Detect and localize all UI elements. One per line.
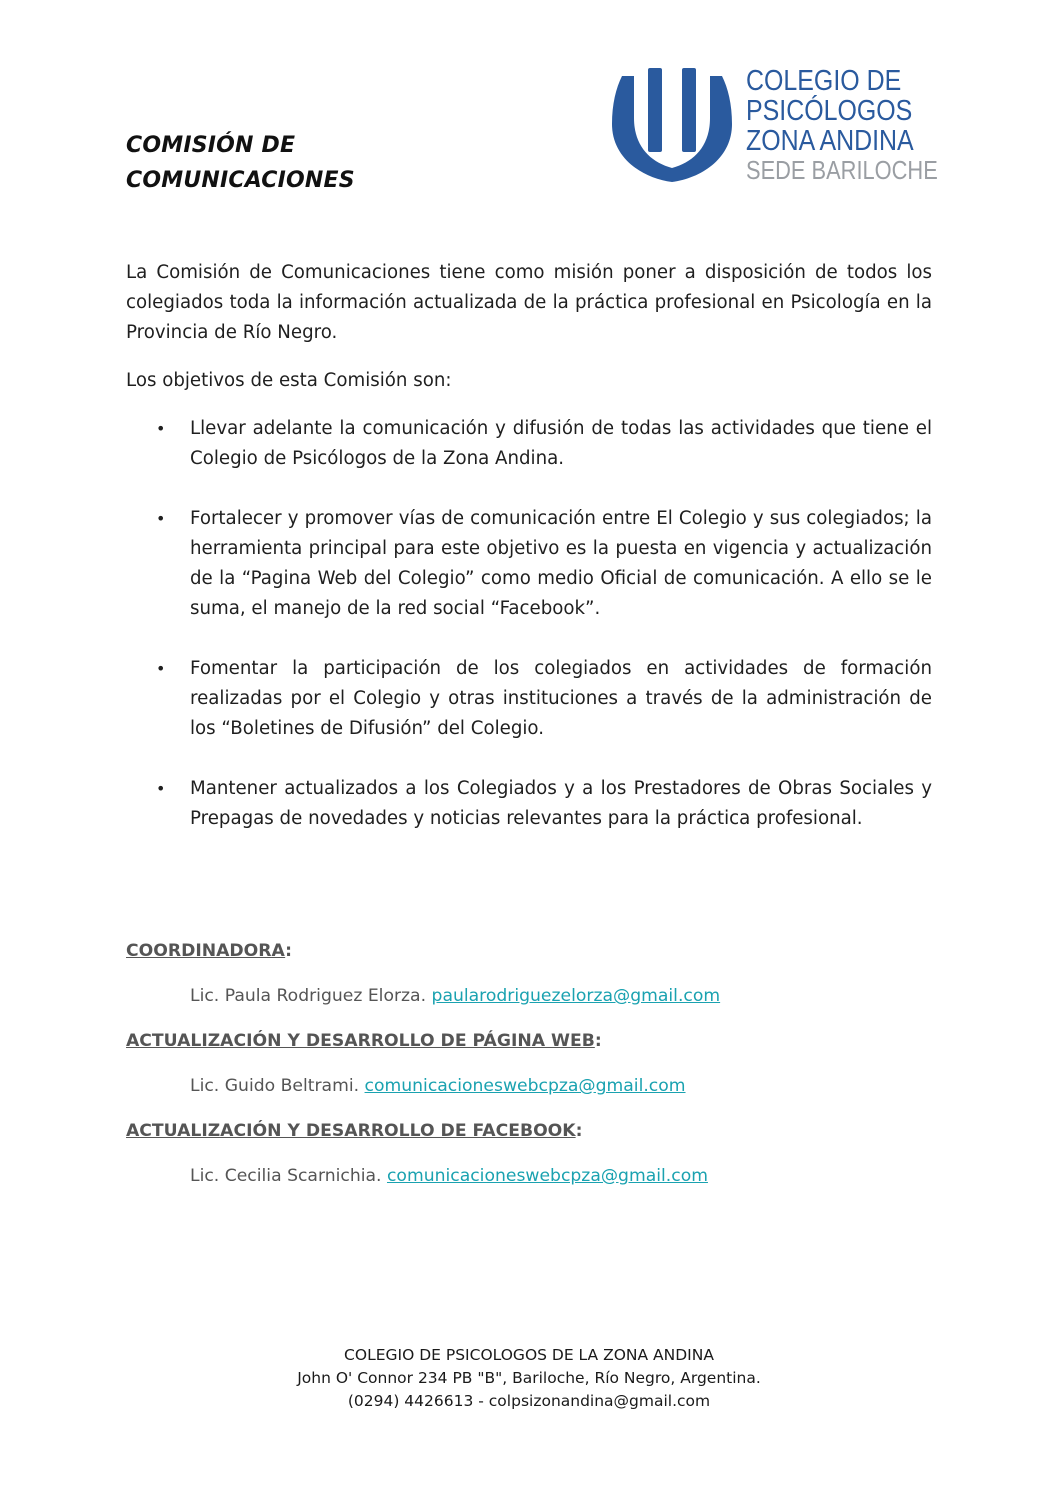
contacts-section [126,936,946,1206]
objective-text: Mantener actualizados a los Colegiados y a los Prestadores de Obras Sociales y Prepagas de novedades y noticias relevantes para la práctica profesional. [190,778,932,829]
contact-row [190,1161,946,1191]
list-item [126,774,932,834]
objectives-list [126,414,932,834]
email-link[interactable]: comunicacioneswebcpza@gmail.com [386,1166,708,1186]
objective-text: Fortalecer y promover vías de comunicación entre El Colegio y sus colegiados; la herramienta principal para este objetivo es la puesta en vigencia y actualización de la “Pagina Web del Colegio” como medio Oficial de comunicación. A ello se le suma, el manejo de la red social “Facebook”. [190,508,932,619]
page-title [126,128,355,198]
contact-row [190,981,946,1011]
bullet-icon: • [156,659,166,678]
logo-line-3: ZONA ANDINA [746,125,914,157]
email-link[interactable]: paularodriguezelorza@gmail.com [431,986,721,1006]
objective-text: Fomentar la participación de los colegiados en actividades de formación realizadas por el Colegio y otras instituciones a través de la administración de los “Boletines de Difusión” del Colegio. [190,658,932,739]
bullet-icon: • [156,509,166,528]
intro-paragraph: La Comisión de Comunicaciones tiene como misión poner a disposición de todos los colegiados toda la información actualizada de la práctica profesional en Psicología en la Provincia de Río Negro. [126,262,932,343]
bullet-icon: • [156,779,166,798]
footer-contact: (0294) 4426613 - colpsizonandina@gmail.com [347,1392,711,1410]
person-name: Lic. Guido Beltrami. [190,1076,360,1096]
role-heading-coordinadora: COORDINADORA: [126,941,293,961]
contact-row [190,1071,946,1101]
page-footer [0,1344,1058,1413]
logo-line-4: SEDE BARILOCHE [746,155,938,185]
list-item [126,414,932,474]
colegio-logo [608,65,938,190]
document-body [126,258,932,864]
person-name: Lic. Paula Rodriguez Elorza. [190,986,427,1006]
footer-address: John O' Connor 234 PB "B", Bariloche, Río Negro, Argentina. [297,1369,761,1387]
role-heading-facebook: ACTUALIZACIÓN Y DESARROLLO DE FACEBOOK: [126,1121,583,1141]
title-line-2: COMUNICACIONES [126,168,355,193]
person-name: Lic. Cecilia Scarnichia. [190,1166,382,1186]
objectives-label: Los objetivos de esta Comisión son: [126,370,452,391]
logo-line-1: COLEGIO DE [746,65,902,97]
logo-line-2: PSICÓLOGOS [746,95,913,127]
logo-text [746,66,974,184]
list-item [126,654,932,744]
role-heading-web: ACTUALIZACIÓN Y DESARROLLO DE PÁGINA WEB: [126,1031,602,1051]
footer-org: COLEGIO DE PSICOLOGOS DE LA ZONA ANDINA [344,1346,714,1364]
bullet-icon: • [156,419,166,438]
title-line-1: COMISIÓN DE [126,133,296,158]
email-link[interactable]: comunicacioneswebcpza@gmail.com [364,1076,686,1096]
psi-icon [608,66,736,186]
list-item [126,504,932,624]
objective-text: Llevar adelante la comunicación y difusión de todas las actividades que tiene el Colegio de Psicólogos de la Zona Andina. [190,418,932,469]
